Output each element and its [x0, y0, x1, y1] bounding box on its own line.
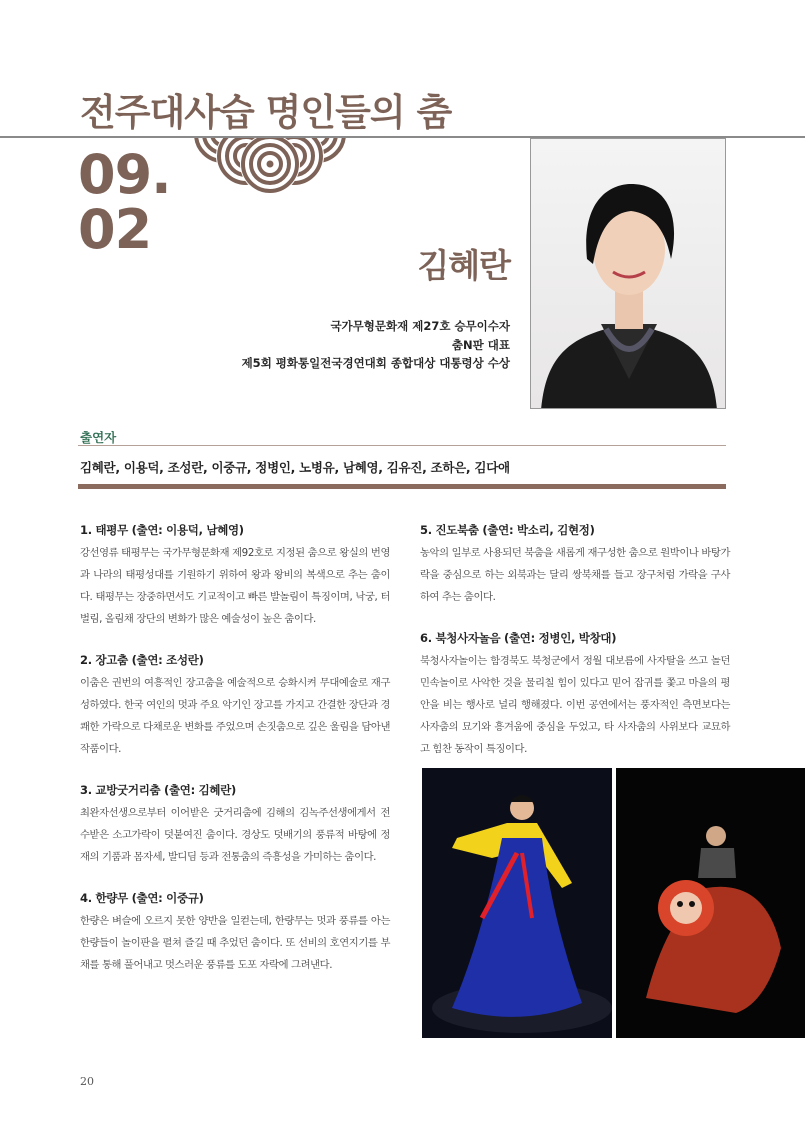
performer-name: 김혜란 — [417, 246, 510, 285]
credential-line: 국가무형문화재 제27호 승무이수자 — [330, 319, 510, 333]
credential-line: 제5회 평화통일전국경연대회 종합대상 대통령상 수상 — [241, 356, 510, 370]
cast-names: 김혜란, 이용덕, 조성란, 이중규, 정병인, 노병유, 남혜영, 김유진, 조하은, 김다애 — [80, 460, 510, 475]
program-description: 한량은 벼슬에 오르지 못한 양반을 일컫는데, 한량무는 멋과 풍류를 아는 한량들이 놀이판을 펼쳐 즐길 때 추었던 춤이다. 또 선비의 호연지기를 부채를 통해 풀어내고 멋스러운 풍류를 도포 자락에 그려낸다. — [80, 915, 390, 971]
section-bar — [78, 484, 726, 489]
program-title: 5. 진도북춤 (출연: 박소리, 김현정) — [420, 523, 595, 537]
credential-line: 춤N판 대표 — [451, 338, 510, 352]
program-title: 6. 북청사자놀음 (출연: 정병인, 박창대) — [420, 631, 617, 645]
program-description: 이춤은 권번의 여흥적인 장고춤을 예술적으로 승화시켜 무대예술로 재구성하였다. 한국 여인의 멋과 주요 악기인 장고를 가지고 간결한 장단과 경쾌한 가락으로 다채로운 변화를 주었으며 손짓춤으로 깊은 울림을 담아낸 작품이다. — [80, 677, 390, 755]
wave-pattern-icon — [185, 138, 355, 196]
dance-photo-lion — [616, 768, 805, 1038]
dance-photo-hanbok — [422, 768, 612, 1038]
program-item — [80, 652, 390, 760]
program-title: 1. 태평무 (출연: 이용덕, 남혜영) — [80, 523, 244, 537]
program-description: 강선영류 태평무는 국가무형문화재 제92호로 지정된 춤으로 왕실의 번영과 나라의 태평성대를 기원하기 위하여 왕과 왕비의 복색으로 추는 춤이다. 태평무는 장중하면서도 기교적이고 빠른 발놀림이 특징이며, 낙궁, 터벌림, 올림채 장단의 변화가 많은 예술성이 높은 춤이다. — [80, 547, 390, 625]
program-column-left — [80, 522, 390, 998]
program-title: 4. 한량무 (출연: 이중규) — [80, 891, 204, 905]
program-item — [80, 782, 390, 868]
date-month: 09. — [78, 143, 171, 206]
program-item — [80, 890, 390, 976]
page-number: 20 — [80, 1075, 94, 1088]
program-title: 3. 교방굿거리춤 (출연: 김혜란) — [80, 783, 236, 797]
date-day: 02 — [78, 198, 152, 261]
program-description: 농악의 일부로 사용되던 북춤을 새롭게 재구성한 춤으로 원박이나 바탕가락을 중심으로 하는 외북과는 달리 쌍북채를 들고 장구처럼 가락을 구사하여 추는 춤이다. — [420, 547, 730, 603]
program-description: 최완자선생으로부터 이어받은 굿거리춤에 김해의 김녹주선생에게서 전수받은 소고가락이 덧붙여진 춤이다. 경상도 덧배기의 풍류적 바탕에 정재의 기품과 몸자세, 발디딤 등과 전통춤의 즉흥성을 가미하는 춤이다. — [80, 807, 390, 863]
program-description: 북청사자놀이는 함경북도 북청군에서 정월 대보름에 사자탈을 쓰고 놀던 민속놀이로 사악한 것을 물리칠 힘이 있다고 믿어 잡귀를 쫓고 마을의 평안을 비는 행사로 널리 행해졌다. 이번 공연에서는 풍자적인 측면보다는 사자춤의 묘기와 흥겨움에 중심을 두었고, 타 사자춤의 사위보다 교묘하고 힘찬 동작이 특징이다. — [420, 655, 730, 755]
program-column-right — [420, 522, 730, 782]
cast-divider — [78, 445, 726, 446]
cast-label: 출연자 — [80, 430, 117, 445]
program-title: 2. 장고춤 (출연: 조성란) — [80, 653, 204, 667]
program-item — [420, 630, 730, 760]
performer-portrait — [530, 138, 726, 409]
page-title: 전주대사습 명인들의 춤 — [80, 91, 452, 134]
program-item — [80, 522, 390, 630]
program-item — [420, 522, 730, 608]
